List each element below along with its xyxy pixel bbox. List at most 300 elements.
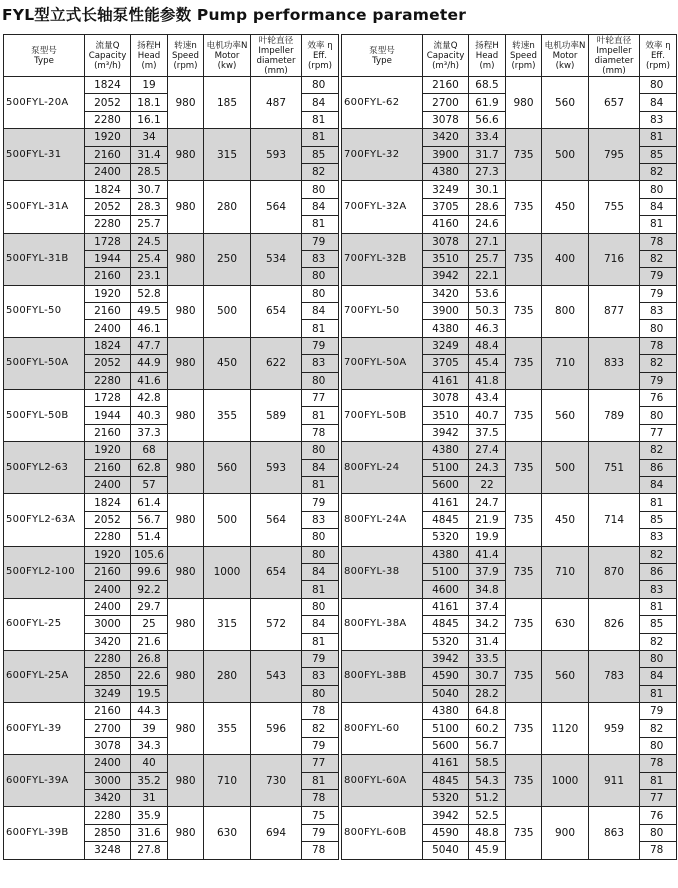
head-cell: 46.1 (131, 320, 168, 337)
pump-type-cell: 600FYL-39B (4, 807, 85, 859)
head-cell: 31 (131, 790, 168, 807)
motor-cell: 560 (542, 650, 589, 702)
efficiency-cell: 81 (302, 129, 339, 146)
speed-cell: 980 (168, 703, 204, 755)
capacity-cell: 5600 (423, 737, 469, 754)
impeller-cell: 564 (251, 494, 302, 546)
efficiency-cell: 85 (640, 616, 677, 633)
motor-cell: 710 (204, 755, 251, 807)
table-row (342, 807, 677, 824)
pump-type-cell: 700FYL-50A (342, 337, 423, 389)
head-cell: 27.3 (469, 163, 506, 180)
head-cell: 64.8 (469, 703, 506, 720)
impeller-cell: 789 (589, 390, 640, 442)
efficiency-cell: 83 (640, 581, 677, 598)
capacity-cell: 1824 (85, 181, 131, 198)
pump-type-cell: 500FYL-50B (4, 390, 85, 442)
motor-cell: 355 (204, 390, 251, 442)
performance-table-right (341, 34, 677, 860)
head-cell: 51.4 (131, 529, 168, 546)
efficiency-cell: 79 (302, 650, 339, 667)
head-cell: 22.6 (131, 668, 168, 685)
pump-type-cell: 800FYL-60A (342, 755, 423, 807)
efficiency-cell: 80 (640, 824, 677, 841)
impeller-cell: 657 (589, 77, 640, 129)
pump-type-cell: 500FYL-31A (4, 181, 85, 233)
pump-type-cell: 800FYL-38B (342, 650, 423, 702)
efficiency-cell: 78 (640, 842, 677, 859)
head-cell: 60.2 (469, 720, 506, 737)
capacity-cell: 1728 (85, 233, 131, 250)
motor-cell: 710 (542, 337, 589, 389)
capacity-cell: 1920 (85, 546, 131, 563)
capacity-cell: 1920 (85, 129, 131, 146)
capacity-cell: 4380 (423, 163, 469, 180)
head-cell: 25.4 (131, 250, 168, 267)
efficiency-cell: 84 (640, 668, 677, 685)
speed-cell: 735 (506, 755, 542, 807)
efficiency-cell: 86 (640, 563, 677, 580)
head-cell: 30.7 (469, 668, 506, 685)
capacity-cell: 5100 (423, 563, 469, 580)
motor-cell: 450 (542, 494, 589, 546)
head-cell: 27.1 (469, 233, 506, 250)
efficiency-cell: 78 (302, 790, 339, 807)
capacity-cell: 2280 (85, 216, 131, 233)
speed-cell: 980 (168, 546, 204, 598)
head-cell: 24.7 (469, 494, 506, 511)
head-cell: 34.8 (469, 581, 506, 598)
capacity-cell: 1728 (85, 390, 131, 407)
capacity-cell: 1824 (85, 77, 131, 94)
header-speed: 转速n Speed (rpm) (168, 35, 204, 77)
table-row (342, 337, 677, 354)
head-cell: 28.3 (131, 198, 168, 215)
head-cell: 45.4 (469, 355, 506, 372)
capacity-cell: 3900 (423, 303, 469, 320)
capacity-cell: 3249 (423, 181, 469, 198)
capacity-cell: 2280 (85, 372, 131, 389)
efficiency-cell: 83 (302, 355, 339, 372)
pump-type-cell: 500FYL2-100 (4, 546, 85, 598)
head-cell: 19 (131, 77, 168, 94)
efficiency-cell: 86 (640, 459, 677, 476)
capacity-cell: 2160 (85, 268, 131, 285)
efficiency-cell: 83 (302, 250, 339, 267)
capacity-cell: 1944 (85, 250, 131, 267)
header-impeller: 叶轮直径 Impeller diameter (mm) (251, 35, 302, 77)
performance-table-left (3, 34, 339, 860)
efficiency-cell: 84 (302, 303, 339, 320)
motor-cell: 560 (204, 442, 251, 494)
capacity-cell: 3420 (85, 790, 131, 807)
head-cell: 25.7 (131, 216, 168, 233)
pump-type-cell: 500FYL-50A (4, 337, 85, 389)
head-cell: 18.1 (131, 94, 168, 111)
impeller-cell: 593 (251, 129, 302, 181)
efficiency-cell: 84 (302, 94, 339, 111)
efficiency-cell: 79 (640, 268, 677, 285)
motor-cell: 450 (542, 181, 589, 233)
head-cell: 43.4 (469, 390, 506, 407)
head-cell: 31.4 (469, 633, 506, 650)
head-cell: 48.8 (469, 824, 506, 841)
head-cell: 41.6 (131, 372, 168, 389)
head-cell: 23.1 (131, 268, 168, 285)
head-cell: 26.8 (131, 650, 168, 667)
motor-cell: 250 (204, 233, 251, 285)
efficiency-cell: 85 (302, 146, 339, 163)
motor-cell: 630 (204, 807, 251, 859)
table-body-left (4, 77, 339, 860)
table-row (4, 703, 339, 720)
head-cell: 61.4 (131, 494, 168, 511)
speed-cell: 735 (506, 546, 542, 598)
head-cell: 68.5 (469, 77, 506, 94)
pump-type-cell: 600FYL-39 (4, 703, 85, 755)
header-efficiency: 效率 η Eff. (rpm) (640, 35, 677, 77)
capacity-cell: 3705 (423, 198, 469, 215)
efficiency-cell: 79 (640, 372, 677, 389)
capacity-cell: 4380 (423, 546, 469, 563)
efficiency-cell: 77 (640, 424, 677, 441)
pump-type-cell: 500FYL-31B (4, 233, 85, 285)
table-row (4, 129, 339, 146)
efficiency-cell: 81 (640, 598, 677, 615)
efficiency-cell: 80 (302, 77, 339, 94)
efficiency-cell: 79 (302, 337, 339, 354)
speed-cell: 735 (506, 442, 542, 494)
capacity-cell: 4845 (423, 772, 469, 789)
capacity-cell: 2160 (85, 424, 131, 441)
head-cell: 30.7 (131, 181, 168, 198)
head-cell: 16.1 (131, 111, 168, 128)
capacity-cell: 4590 (423, 824, 469, 841)
efficiency-cell: 77 (302, 390, 339, 407)
capacity-cell: 2280 (85, 529, 131, 546)
pump-type-cell: 800FYL-60 (342, 703, 423, 755)
efficiency-cell: 82 (640, 546, 677, 563)
efficiency-cell: 84 (302, 459, 339, 476)
speed-cell: 980 (168, 285, 204, 337)
impeller-cell: 694 (251, 807, 302, 859)
efficiency-cell: 81 (302, 216, 339, 233)
head-cell: 52.5 (469, 807, 506, 824)
efficiency-cell: 81 (302, 320, 339, 337)
efficiency-cell: 83 (640, 303, 677, 320)
pump-type-cell: 500FYL-20A (4, 77, 85, 129)
head-cell: 48.4 (469, 337, 506, 354)
header-impeller: 叶轮直径 Impeller diameter (mm) (589, 35, 640, 77)
capacity-cell: 3510 (423, 407, 469, 424)
efficiency-cell: 82 (640, 163, 677, 180)
header-capacity: 流量Q Capacity (m³/h) (85, 35, 131, 77)
capacity-cell: 3248 (85, 842, 131, 859)
header-speed: 转速n Speed (rpm) (506, 35, 542, 77)
impeller-cell: 654 (251, 546, 302, 598)
efficiency-cell: 80 (640, 650, 677, 667)
capacity-cell: 4380 (423, 320, 469, 337)
table-row (342, 650, 677, 667)
capacity-cell: 2850 (85, 824, 131, 841)
capacity-cell: 2052 (85, 355, 131, 372)
capacity-cell: 5320 (423, 633, 469, 650)
efficiency-cell: 77 (302, 755, 339, 772)
motor-cell: 1120 (542, 703, 589, 755)
efficiency-cell: 80 (640, 407, 677, 424)
efficiency-cell: 85 (640, 511, 677, 528)
capacity-cell: 4380 (423, 442, 469, 459)
motor-cell: 500 (542, 442, 589, 494)
head-cell: 50.3 (469, 303, 506, 320)
capacity-cell: 3078 (85, 737, 131, 754)
pump-type-cell: 800FYL-38 (342, 546, 423, 598)
efficiency-cell: 81 (640, 216, 677, 233)
efficiency-cell: 83 (640, 111, 677, 128)
head-cell: 27.4 (469, 442, 506, 459)
table-row (4, 390, 339, 407)
capacity-cell: 5100 (423, 459, 469, 476)
pump-type-cell: 700FYL-50 (342, 285, 423, 337)
head-cell: 28.2 (469, 685, 506, 702)
table-row (4, 598, 339, 615)
impeller-cell: 863 (589, 807, 640, 859)
head-cell: 31.4 (131, 146, 168, 163)
impeller-cell: 596 (251, 703, 302, 755)
head-cell: 27.8 (131, 842, 168, 859)
impeller-cell: 654 (251, 285, 302, 337)
motor-cell: 1000 (542, 755, 589, 807)
capacity-cell: 5320 (423, 790, 469, 807)
efficiency-cell: 81 (302, 476, 339, 493)
impeller-cell: 833 (589, 337, 640, 389)
capacity-cell: 2400 (85, 598, 131, 615)
efficiency-cell: 81 (640, 772, 677, 789)
capacity-cell: 3705 (423, 355, 469, 372)
header-row (4, 35, 339, 77)
head-cell: 37.3 (131, 424, 168, 441)
efficiency-cell: 85 (640, 146, 677, 163)
head-cell: 35.9 (131, 807, 168, 824)
capacity-cell: 2400 (85, 476, 131, 493)
speed-cell: 735 (506, 494, 542, 546)
efficiency-cell: 83 (640, 529, 677, 546)
efficiency-cell: 80 (640, 77, 677, 94)
efficiency-cell: 77 (640, 790, 677, 807)
capacity-cell: 1920 (85, 442, 131, 459)
capacity-cell: 4161 (423, 372, 469, 389)
head-cell: 54.3 (469, 772, 506, 789)
efficiency-cell: 81 (640, 494, 677, 511)
impeller-cell: 622 (251, 337, 302, 389)
speed-cell: 735 (506, 703, 542, 755)
head-cell: 21.9 (469, 511, 506, 528)
header-head: 扬程H Head (m) (131, 35, 168, 77)
speed-cell: 980 (168, 390, 204, 442)
speed-cell: 735 (506, 233, 542, 285)
impeller-cell: 959 (589, 703, 640, 755)
head-cell: 47.7 (131, 337, 168, 354)
pump-type-cell: 800FYL-24 (342, 442, 423, 494)
motor-cell: 500 (204, 285, 251, 337)
pump-type-cell: 500FYL2-63 (4, 442, 85, 494)
pump-type-cell: 800FYL-60B (342, 807, 423, 859)
table-row (4, 442, 339, 459)
header-motor: 电机功率N Motor (kw) (542, 35, 589, 77)
capacity-cell: 2160 (85, 459, 131, 476)
head-cell: 51.2 (469, 790, 506, 807)
capacity-cell: 3420 (85, 633, 131, 650)
efficiency-cell: 83 (302, 511, 339, 528)
speed-cell: 980 (168, 233, 204, 285)
impeller-cell: 911 (589, 755, 640, 807)
head-cell: 37.5 (469, 424, 506, 441)
capacity-cell: 3000 (85, 772, 131, 789)
table-row (4, 755, 339, 772)
head-cell: 22 (469, 476, 506, 493)
speed-cell: 980 (168, 494, 204, 546)
efficiency-cell: 80 (302, 372, 339, 389)
motor-cell: 450 (204, 337, 251, 389)
capacity-cell: 2160 (85, 303, 131, 320)
table-row (342, 546, 677, 563)
efficiency-cell: 84 (302, 563, 339, 580)
head-cell: 28.6 (469, 198, 506, 215)
speed-cell: 980 (168, 77, 204, 129)
motor-cell: 630 (542, 598, 589, 650)
head-cell: 34.2 (469, 616, 506, 633)
capacity-cell: 3420 (423, 129, 469, 146)
table-row (342, 494, 677, 511)
head-cell: 40.3 (131, 407, 168, 424)
capacity-cell: 2052 (85, 94, 131, 111)
efficiency-cell: 78 (640, 337, 677, 354)
capacity-cell: 1920 (85, 285, 131, 302)
motor-cell: 355 (204, 703, 251, 755)
header-type: 泵型号 Type (4, 35, 85, 77)
efficiency-cell: 80 (302, 598, 339, 615)
efficiency-cell: 80 (302, 529, 339, 546)
impeller-cell: 783 (589, 650, 640, 702)
head-cell: 22.1 (469, 268, 506, 285)
head-cell: 57 (131, 476, 168, 493)
speed-cell: 980 (168, 807, 204, 859)
capacity-cell: 3078 (423, 233, 469, 250)
speed-cell: 980 (168, 337, 204, 389)
speed-cell: 980 (168, 181, 204, 233)
capacity-cell: 2400 (85, 755, 131, 772)
head-cell: 44.3 (131, 703, 168, 720)
head-cell: 31.6 (131, 824, 168, 841)
efficiency-cell: 83 (302, 668, 339, 685)
efficiency-cell: 81 (640, 685, 677, 702)
head-cell: 56.7 (469, 737, 506, 754)
pump-type-cell: 600FYL-62 (342, 77, 423, 129)
head-cell: 33.5 (469, 650, 506, 667)
head-cell: 53.6 (469, 285, 506, 302)
header-motor: 电机功率N Motor (kw) (204, 35, 251, 77)
table-row (4, 77, 339, 94)
head-cell: 25.7 (469, 250, 506, 267)
capacity-cell: 4845 (423, 616, 469, 633)
efficiency-cell: 78 (302, 703, 339, 720)
efficiency-cell: 79 (302, 233, 339, 250)
table-row (342, 390, 677, 407)
efficiency-cell: 80 (302, 285, 339, 302)
efficiency-cell: 81 (302, 111, 339, 128)
efficiency-cell: 78 (640, 755, 677, 772)
head-cell: 40.7 (469, 407, 506, 424)
efficiency-cell: 81 (640, 129, 677, 146)
efficiency-cell: 84 (640, 198, 677, 215)
header-capacity: 流量Q Capacity (m³/h) (423, 35, 469, 77)
speed-cell: 735 (506, 129, 542, 181)
capacity-cell: 2400 (85, 320, 131, 337)
efficiency-cell: 78 (302, 842, 339, 859)
motor-cell: 185 (204, 77, 251, 129)
head-cell: 40 (131, 755, 168, 772)
head-cell: 61.9 (469, 94, 506, 111)
capacity-cell: 4590 (423, 668, 469, 685)
speed-cell: 980 (168, 650, 204, 702)
head-cell: 42.8 (131, 390, 168, 407)
impeller-cell: 572 (251, 598, 302, 650)
motor-cell: 1000 (204, 546, 251, 598)
speed-cell: 735 (506, 390, 542, 442)
capacity-cell: 4161 (423, 494, 469, 511)
capacity-cell: 2160 (85, 146, 131, 163)
efficiency-cell: 80 (640, 320, 677, 337)
pump-type-cell: 700FYL-32B (342, 233, 423, 285)
table-row (342, 129, 677, 146)
pump-type-cell: 500FYL-50 (4, 285, 85, 337)
efficiency-cell: 80 (302, 685, 339, 702)
capacity-cell: 2052 (85, 511, 131, 528)
efficiency-cell: 80 (640, 737, 677, 754)
table-row (4, 807, 339, 824)
head-cell: 92.2 (131, 581, 168, 598)
capacity-cell: 4161 (423, 598, 469, 615)
speed-cell: 735 (506, 285, 542, 337)
capacity-cell: 5100 (423, 720, 469, 737)
head-cell: 30.1 (469, 181, 506, 198)
capacity-cell: 2400 (85, 581, 131, 598)
capacity-cell: 4380 (423, 703, 469, 720)
capacity-cell: 2700 (423, 94, 469, 111)
efficiency-cell: 82 (302, 163, 339, 180)
capacity-cell: 3249 (85, 685, 131, 702)
capacity-cell: 2280 (85, 650, 131, 667)
pump-type-cell: 700FYL-32 (342, 129, 423, 181)
speed-cell: 735 (506, 181, 542, 233)
speed-cell: 980 (506, 77, 542, 129)
speed-cell: 735 (506, 807, 542, 859)
motor-cell: 315 (204, 598, 251, 650)
impeller-cell: 714 (589, 494, 640, 546)
capacity-cell: 3900 (423, 146, 469, 163)
efficiency-cell: 78 (302, 424, 339, 441)
capacity-cell: 3078 (423, 111, 469, 128)
head-cell: 58.5 (469, 755, 506, 772)
efficiency-cell: 80 (302, 181, 339, 198)
efficiency-cell: 76 (640, 807, 677, 824)
capacity-cell: 3510 (423, 250, 469, 267)
motor-cell: 560 (542, 390, 589, 442)
motor-cell: 315 (204, 129, 251, 181)
capacity-cell: 3078 (423, 390, 469, 407)
head-cell: 29.7 (131, 598, 168, 615)
table-row (342, 442, 677, 459)
